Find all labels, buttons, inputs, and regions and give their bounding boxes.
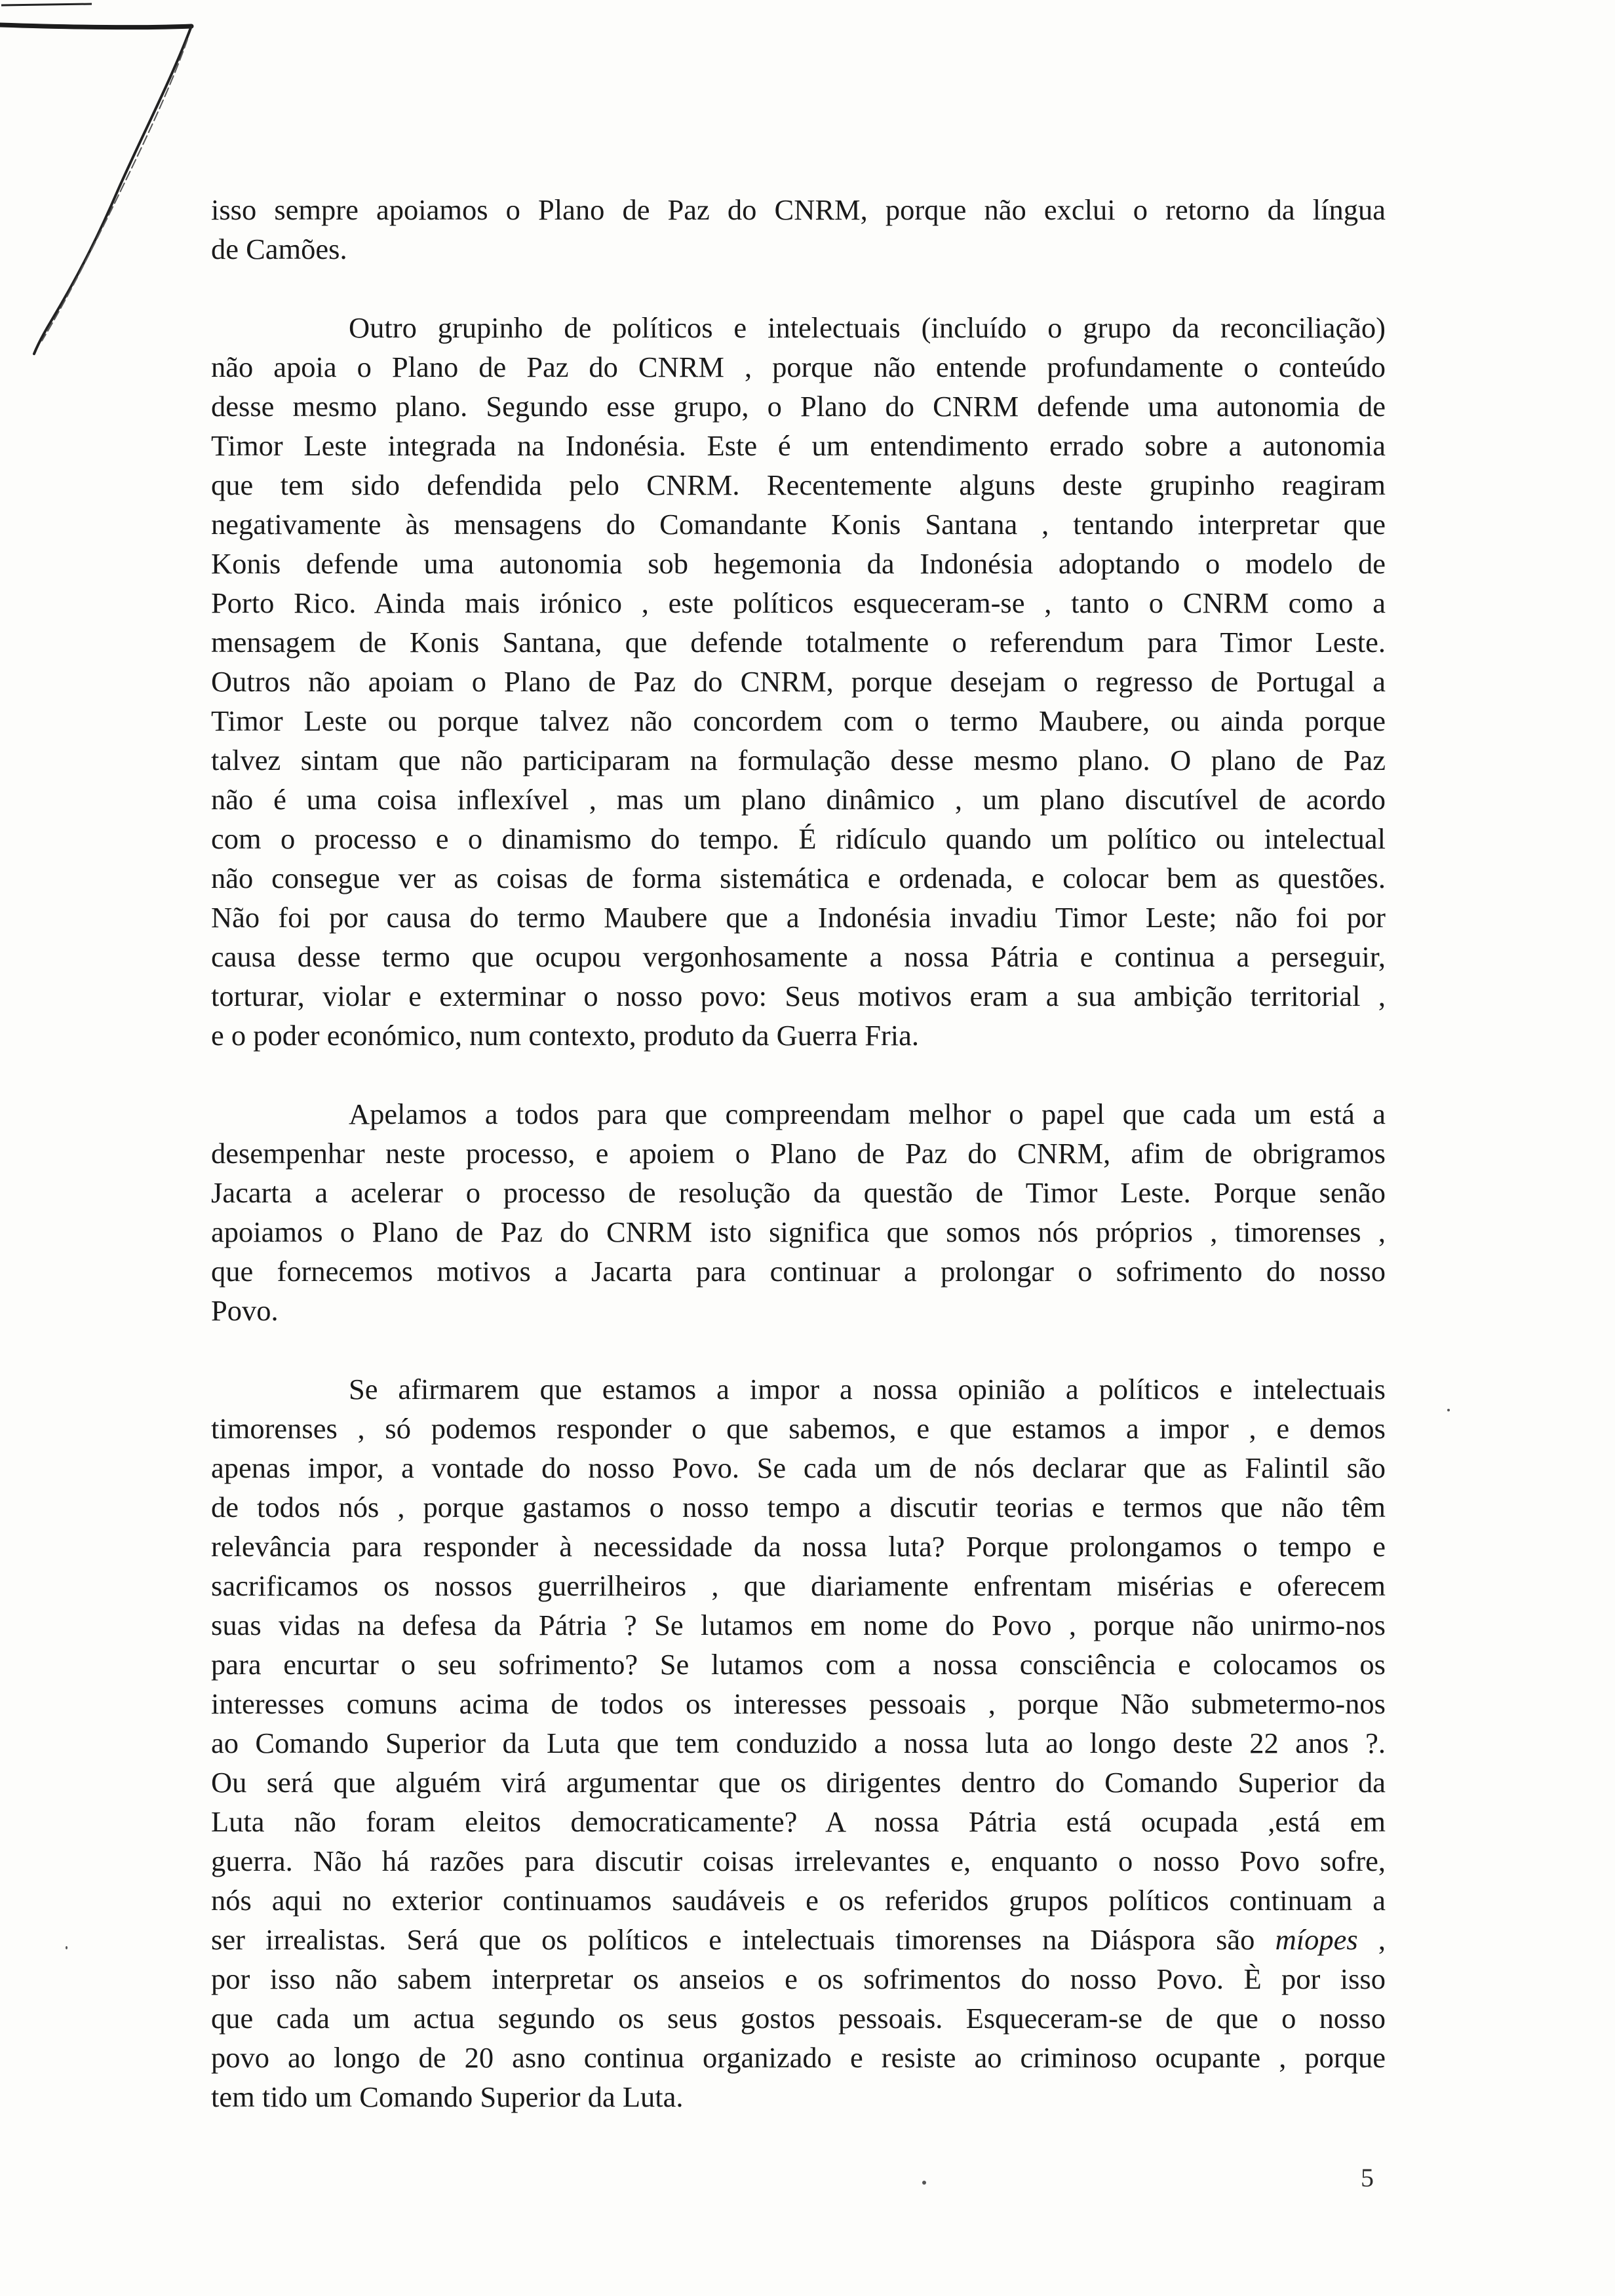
text-line: Timor Leste ou porque talvez não concordem com o termo Maubere, ou ainda porque xyxy=(211,704,1386,737)
text-line: Ou será que alguém virá argumentar que os dirigentes dentro do Comando Superior da xyxy=(211,1766,1386,1799)
text-line: guerra. Não há razões para discutir coisas irrelevantes e, enquanto o nosso Povo sofre, xyxy=(211,1845,1386,1877)
text-line: negativamente às mensagens do Comandante Konis Santana , tentando interpretar que xyxy=(211,508,1386,541)
text-line: Jacarta a acelerar o processo de resolução da questão de Timor Leste. Porque senão xyxy=(211,1176,1386,1209)
text-line: desempenhar neste processo, e apoiem o Plano de Paz do CNRM, afim de obrigramos xyxy=(211,1137,1386,1170)
text-line: para encurtar o seu sofrimento? Se lutamos com a nossa consciência e colocamos os xyxy=(211,1648,1386,1681)
paragraph xyxy=(211,1094,1386,1330)
text-line: por isso não sabem interpretar os anseios e os sofrimentos do nosso Povo. È por isso xyxy=(211,1962,1386,1995)
text-line: Se afirmarem que estamos a impor a nossa opinião a políticos e intelectuais xyxy=(349,1373,1386,1406)
text-line: de Camões. xyxy=(211,233,347,265)
text-line: sacrificamos os nossos guerrilheiros , que diariamente enfrentam misérias e oferecem xyxy=(211,1569,1386,1602)
text-line: Porto Rico. Ainda mais irónico , este políticos esqueceram-se , tanto o CNRM como a xyxy=(211,586,1386,619)
text-line: com o processo e o dinamismo do tempo. É ridículo quando um político ou intelectual xyxy=(211,822,1386,855)
text-line: não é uma coisa inflexível , mas um plano dinâmico , um plano discutível de acordo xyxy=(211,783,1386,816)
text-line: de todos nós , porque gastamos o nosso tempo a discutir teorias e termos que não têm xyxy=(211,1491,1386,1523)
paragraph xyxy=(211,190,1386,269)
scan-speck xyxy=(1447,1409,1450,1411)
paragraph-gap xyxy=(211,269,1386,308)
paragraph xyxy=(211,1369,1386,2116)
document-body xyxy=(211,190,1386,2116)
text-line: apoiamos o Plano de Paz do CNRM isto significa que somos nós próprios , timorenses , xyxy=(211,1215,1386,1248)
text-line: ao Comando Superior da Luta que tem conduzido a nossa luta ao longo deste 22 anos ?. xyxy=(211,1727,1386,1759)
text-line: suas vidas na defesa da Pátria ? Se lutamos em nome do Povo , porque não unirmo-nos xyxy=(211,1609,1386,1641)
text-line: e o poder económico, num contexto, produto da Guerra Fria. xyxy=(211,1019,920,1052)
text-line: torturar, violar e exterminar o nosso povo: Seus motivos eram a sua ambição territorial , xyxy=(211,980,1386,1012)
paragraph xyxy=(211,308,1386,1055)
text-line: desse mesmo plano. Segundo esse grupo, o Plano do CNRM defende uma autonomia de xyxy=(211,390,1386,423)
text-line: nós aqui no exterior continuamos saudáveis e os referidos grupos políticos continuam a xyxy=(211,1884,1386,1917)
paragraph-gap xyxy=(211,1330,1386,1369)
text-line: mensagem de Konis Santana, que defende totalmente o referendum para Timor Leste. xyxy=(211,626,1386,659)
text-line: tem tido um Comando Superior da Luta. xyxy=(211,2080,684,2113)
text-line: povo ao longo de 20 asno continua organizado e resiste ao criminoso ocupante , porque xyxy=(211,2041,1386,2074)
scan-speck xyxy=(922,2181,926,2185)
text-line: Outros não apoiam o Plano de Paz do CNRM, porque desejam o regresso de Portugal a xyxy=(211,665,1386,698)
text-line: Outro grupinho de políticos e intelectuais (incluído o grupo da reconciliação) xyxy=(349,311,1386,344)
text-line: timorenses , só podemos responder o que sabemos, e que estamos a impor , e demos xyxy=(211,1412,1386,1445)
text-line: talvez sintam que não participaram na formulação desse mesmo plano. O plano de Paz xyxy=(211,744,1386,776)
text-line: que tem sido defendida pelo CNRM. Recentemente alguns deste grupinho reagiram xyxy=(211,469,1386,501)
text-line: que fornecemos motivos a Jacarta para continuar a prolongar o sofrimento do nosso xyxy=(211,1255,1386,1288)
text-line: interesses comuns acima de todos os interesses pessoais , porque Não submetermo-nos xyxy=(211,1687,1386,1720)
text-line: ser irrealistas. Será que os políticos e intelectuais timorenses na Diáspora são míopes , xyxy=(211,1923,1386,1956)
text-line: que cada um actua segundo os seus gostos pessoais. Esqueceram-se de que o nosso xyxy=(211,2002,1386,2035)
text-line: Timor Leste integrada na Indonésia. Este é um entendimento errado sobre a autonomia xyxy=(211,429,1386,462)
text-line: Luta não foram eleitos democraticamente? A nossa Pátria está ocupada ,está em xyxy=(211,1805,1386,1838)
text-line: relevância para responder à necessidade da nossa luta? Porque prolongamos o tempo e xyxy=(211,1530,1386,1563)
paragraph-gap xyxy=(211,1055,1386,1094)
text-line: Povo. xyxy=(211,1294,279,1327)
text-line: isso sempre apoiamos o Plano de Paz do CNRM, porque não exclui o retorno da língua xyxy=(211,193,1386,226)
text-line: causa desse termo que ocupou vergonhosamente a nossa Pátria e continua a perseguir, xyxy=(211,940,1386,973)
scan-speck xyxy=(66,1946,68,1949)
page-number: 5 xyxy=(1361,2163,1374,2192)
text-line: Não foi por causa do termo Maubere que a Indonésia invadiu Timor Leste; não foi por xyxy=(211,901,1386,934)
text-line: não apoia o Plano de Paz do CNRM , porque não entende profundamente o conteúdo xyxy=(211,351,1386,383)
text-line: não consegue ver as coisas de forma sistemática e ordenada, e colocar bem as questões. xyxy=(211,862,1386,894)
text-line: apenas impor, a vontade do nosso Povo. Se cada um de nós declarar que as Falintil são xyxy=(211,1451,1386,1484)
text-line: Konis defende uma autonomia sob hegemonia da Indonésia adoptando o modelo de xyxy=(211,547,1386,580)
text-line: Apelamos a todos para que compreendam melhor o papel que cada um está a xyxy=(349,1098,1386,1130)
